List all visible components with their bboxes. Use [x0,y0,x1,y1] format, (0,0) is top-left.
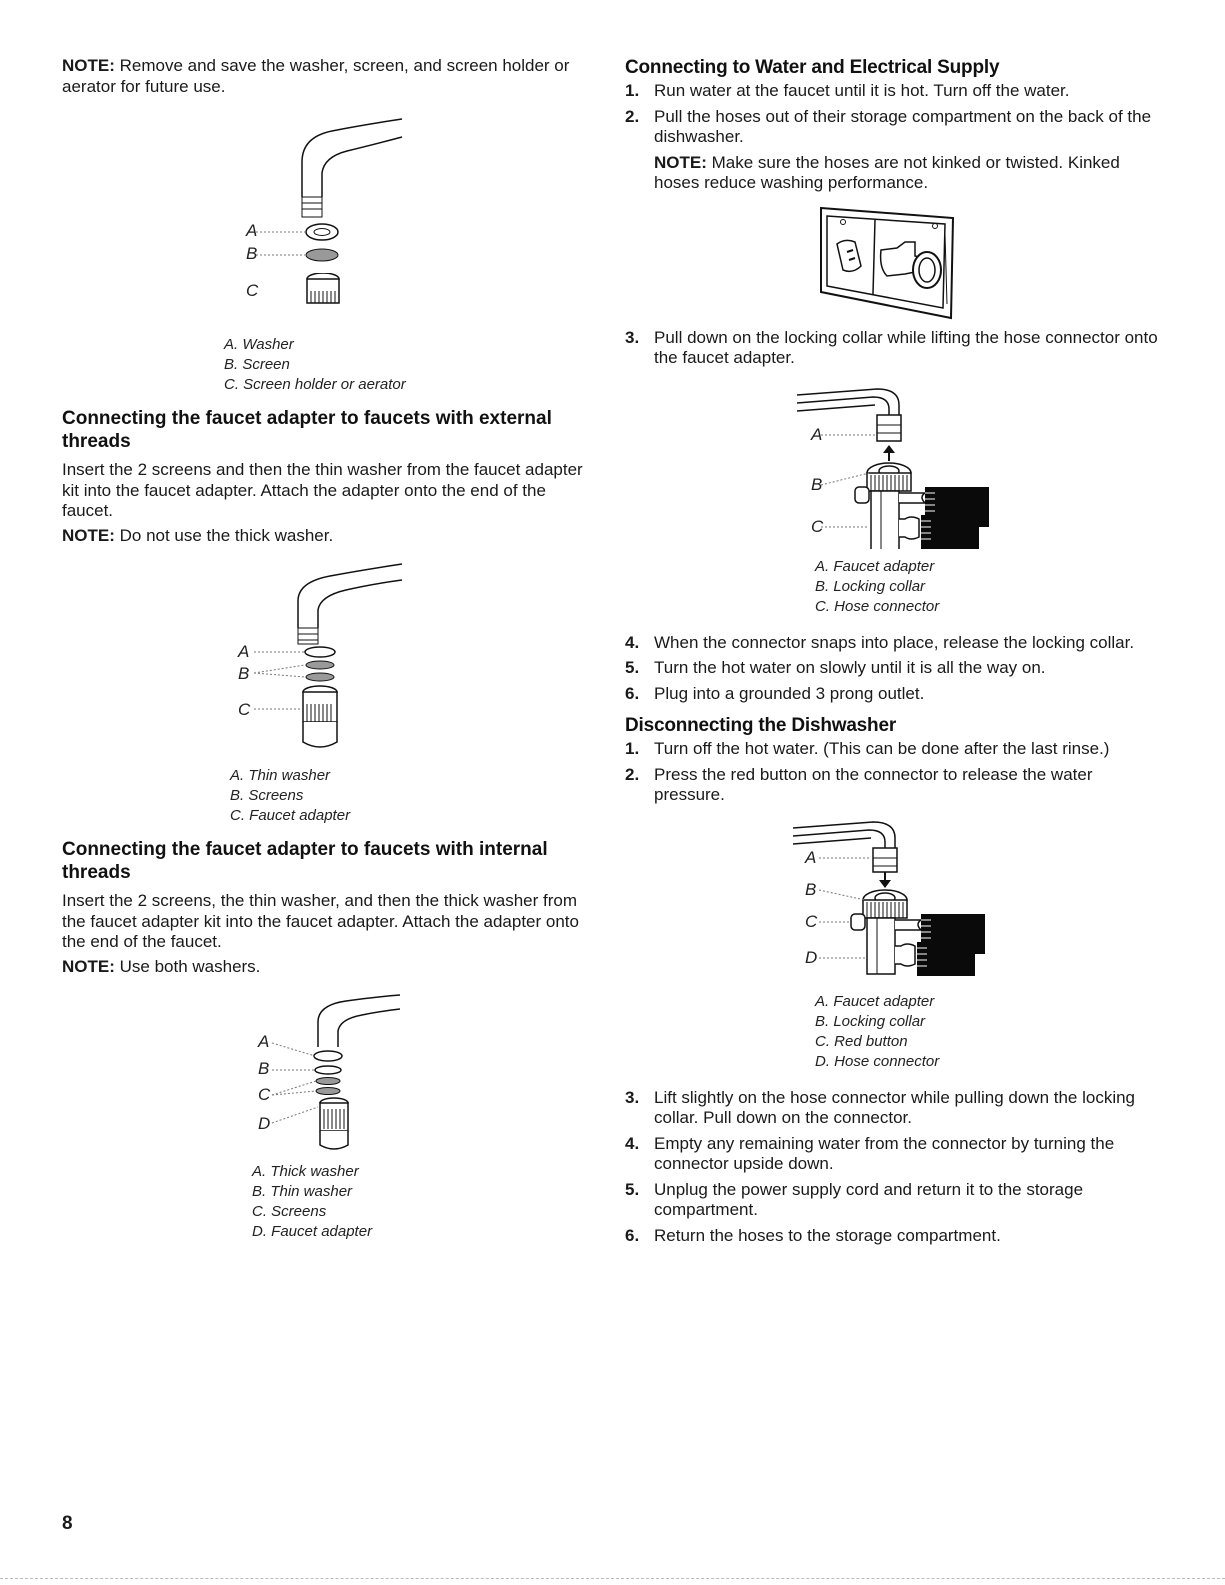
legend-item: A. Thin washer [230,767,331,784]
step-text: Pull down on the locking collar while lifting the hose connector onto the faucet adapter. [654,327,1158,367]
legend-item: A. Washer [224,336,294,353]
label-b: B [238,664,250,683]
step-item [625,107,1165,148]
label-c: C [246,281,259,300]
legend-item: A. Thick washer [252,1163,359,1180]
label-a: A [258,1032,270,1051]
faucet-parts-illustration [62,97,592,275]
legend-item: C. Screen holder or aerator [224,376,406,393]
figure-disconnect-hose [625,806,1165,986]
external-threads-body: Insert the 2 screens and then the thin washer from the faucet adapter kit into the faucet adapter. Attach the adapter onto the end of the faucet. [62,460,583,520]
figure-storage-compartment [625,194,1165,324]
figure-connect-hose [625,369,1165,549]
legend-item: B. Locking collar [815,1012,926,1030]
heading-disconnecting: Disconnecting the Dishwasher [625,715,897,736]
step-number: 5. [625,1179,640,1199]
step-item [625,81,1165,102]
legend-item: D. Faucet adapter [252,1223,373,1240]
heading-external-threads: Connecting the faucet adapter to faucets with external threads [62,408,552,452]
label-c: C [805,911,818,931]
step-number: 5. [625,658,640,677]
legend-item: C. Red button [815,1032,908,1050]
right-column [625,56,1165,1246]
note-label: NOTE: [62,56,115,75]
step-number: 2. [625,764,640,784]
note-label: NOTE: [62,956,115,976]
faucet-adapter-illustration [62,546,592,766]
red-button-connector-illustration [625,806,1165,986]
label-b: B [811,474,823,494]
step-number: 3. [625,1087,640,1107]
note-kinked-hoses [625,153,1165,194]
note-thick-washer [62,526,592,547]
figure3-legend [62,1162,592,1242]
step-item [625,658,1165,679]
figure-internal-threads [62,977,592,1162]
label-c: C [238,700,251,719]
label-c: C [258,1085,271,1104]
figure2-legend [62,766,592,826]
label-d: D [805,947,818,967]
step-number: 1. [625,739,640,758]
hose-connector-illustration [625,369,1165,549]
figure-washer-screen [62,97,592,335]
legend-item: A. Faucet adapter [815,992,935,1010]
note-text: Do not use the thick washer. [114,525,334,545]
aerator-icon [303,273,343,313]
figure-external-threads [62,546,592,766]
step-text: Turn off the hot water. (This can be done after the last rinse.) [654,739,1110,758]
step-text: When the connector snaps into place, release the locking collar. [654,632,1135,652]
step-item [625,1226,1165,1247]
legend-item: B. Locking collar [815,577,926,595]
step-item [625,1180,1165,1221]
left-column [62,56,592,1242]
note-label: NOTE: [62,525,115,545]
heading-internal-threads: Connecting the faucet adapter to faucets with internal threads [62,839,548,883]
step-text: Pull the hoses out of their storage compartment on the back of the dishwasher. [654,106,1152,146]
label-b: B [805,879,817,899]
step-item [625,765,1165,806]
page-number: 8 [62,1513,73,1534]
step-item [625,739,1165,760]
figure1-legend [62,335,592,395]
step-text: Empty any remaining water from the connector by turning the connector upside down. [654,1133,1115,1173]
note-text: Use both washers. [114,956,261,976]
label-a: A [805,847,817,867]
step-item [625,684,1165,705]
legend-item: C. Hose connector [815,597,940,615]
note-text: Remove and save the washer, screen, and screen holder or aerator for future use. [62,56,570,96]
legend-item: B. Screens [230,787,304,804]
legend-item: B. Screen [224,356,290,373]
note-save-parts [62,56,592,97]
step-item [625,328,1165,369]
step-text: Run water at the faucet until it is hot. Turn off the water. [654,81,1070,100]
label-a: A [246,221,258,240]
step-text: Lift slightly on the hose connector while pulling down the locking collar. Pull down on the connector. [654,1087,1136,1127]
figure-connect-legend [625,557,1165,617]
label-b: B [258,1059,270,1078]
step-number: 2. [625,106,640,126]
step-item [625,633,1165,654]
step-text: Unplug the power supply cord and return it to the storage compartment. [654,1179,1084,1219]
page-bottom-rule [0,1578,1225,1579]
internal-threads-body: Insert the 2 screens, the thin washer, and then the thick washer from the faucet adapter kit into the faucet adapter. Attach the adapter onto the end of the faucet. [62,891,579,951]
legend-item: B. Thin washer [252,1183,353,1200]
step-number: 4. [625,1133,640,1153]
step-number: 1. [625,81,640,100]
label-d: D [258,1114,271,1133]
label-b: B [246,244,258,263]
step-item [625,1134,1165,1175]
step-text: Plug into a grounded 3 prong outlet. [654,683,925,703]
step-number: 6. [625,1225,640,1245]
note-label: NOTE: [654,152,707,172]
legend-item: A. Faucet adapter [815,557,935,575]
hose-storage-compartment-illustration [625,194,1165,324]
legend-item: C. Faucet adapter [230,807,351,824]
heading-water-electrical: Connecting to Water and Electrical Supply [625,57,1000,78]
figure-disconnect-legend [625,992,1165,1072]
step-text: Turn the hot water on slowly until it is all the way on. [654,658,1046,677]
legend-item: C. Screens [252,1203,327,1220]
label-a: A [811,424,823,444]
step-number: 4. [625,632,640,652]
label-a: A [238,642,250,661]
step-number: 3. [625,327,640,347]
step-number: 6. [625,683,640,703]
note-both-washers [62,957,592,978]
legend-item: D. Hose connector [815,1052,940,1070]
label-c: C [811,516,824,536]
note-text: Make sure the hoses are not kinked or twisted. Kinked hoses reduce washing performance. [654,152,1120,192]
step-item [625,1088,1165,1129]
faucet-washers-illustration [62,977,592,1162]
step-text: Return the hoses to the storage compartment. [654,1225,1001,1245]
step-text: Press the red button on the connector to release the water pressure. [654,764,1093,804]
